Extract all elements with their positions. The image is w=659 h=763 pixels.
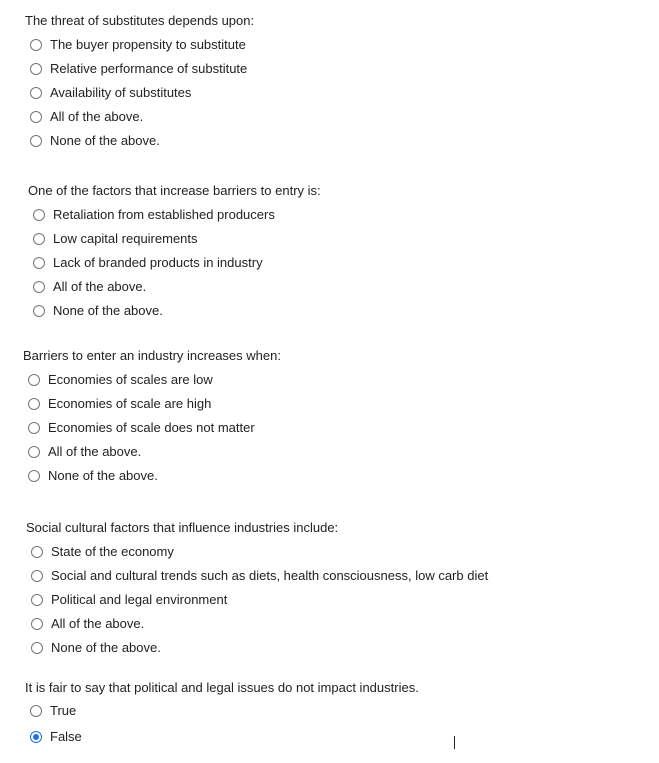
radio-button[interactable] <box>33 233 45 245</box>
option-label: All of the above. <box>48 444 142 459</box>
q2-option-1[interactable] <box>33 205 275 225</box>
radio-button[interactable] <box>28 398 40 410</box>
radio-button[interactable] <box>28 446 40 458</box>
radio-button[interactable] <box>28 374 40 386</box>
option-label: Low capital requirements <box>53 231 198 246</box>
radio-button[interactable] <box>33 257 45 269</box>
q3-option-2[interactable] <box>28 394 211 414</box>
radio-button[interactable] <box>33 281 45 293</box>
option-label: All of the above. <box>50 109 144 124</box>
q3-option-3[interactable] <box>28 418 255 438</box>
option-label: Lack of branded products in industry <box>53 255 263 270</box>
radio-button[interactable] <box>31 570 43 582</box>
q3-option-4[interactable] <box>28 442 141 462</box>
q1-option-5[interactable] <box>30 131 160 151</box>
option-label: The buyer propensity to substitute <box>50 37 246 52</box>
option-label: None of the above. <box>53 303 163 318</box>
text-cursor-caret <box>454 736 455 749</box>
q2-option-3[interactable] <box>33 253 263 273</box>
radio-button[interactable] <box>31 546 43 558</box>
option-label: Social and cultural trends such as diets, health consciousness, low carb diet <box>51 568 489 583</box>
radio-button-selected[interactable] <box>30 731 42 743</box>
option-label: None of the above. <box>50 133 160 148</box>
radio-button[interactable] <box>33 305 45 317</box>
q3-option-1[interactable] <box>28 370 213 390</box>
q5-option-2[interactable] <box>30 727 82 747</box>
question-5-text: It is fair to say that political and legal issues do not impact industries. <box>25 680 419 695</box>
option-label: Economies of scale are high <box>48 396 212 411</box>
option-label: All of the above. <box>51 616 145 631</box>
question-3-text: Barriers to enter an industry increases when: <box>23 348 281 363</box>
q2-option-4[interactable] <box>33 277 146 297</box>
radio-button[interactable] <box>30 39 42 51</box>
q2-option-5[interactable] <box>33 301 163 321</box>
question-1-text: The threat of substitutes depends upon: <box>25 13 255 28</box>
option-label: Relative performance of substitute <box>50 61 248 76</box>
radio-button[interactable] <box>28 470 40 482</box>
q4-option-4[interactable] <box>31 614 144 634</box>
q1-option-2[interactable] <box>30 59 247 79</box>
radio-button[interactable] <box>30 63 42 75</box>
radio-button[interactable] <box>30 705 42 717</box>
radio-button[interactable] <box>30 135 42 147</box>
radio-button[interactable] <box>31 594 43 606</box>
q4-option-3[interactable] <box>31 590 227 610</box>
q4-option-5[interactable] <box>31 638 161 658</box>
option-label: Economies of scales are low <box>48 372 213 387</box>
question-4-text: Social cultural factors that influence industries include: <box>26 520 339 535</box>
q1-option-4[interactable] <box>30 107 143 127</box>
option-label: Retaliation from established producers <box>53 207 275 222</box>
q5-option-1[interactable] <box>30 701 76 721</box>
q4-option-2[interactable] <box>31 566 488 586</box>
q1-option-1[interactable] <box>30 35 246 55</box>
option-label: State of the economy <box>51 544 174 559</box>
option-label: True <box>50 703 77 718</box>
option-label: None of the above. <box>51 640 161 655</box>
option-label: All of the above. <box>53 279 147 294</box>
radio-button[interactable] <box>30 87 42 99</box>
radio-button[interactable] <box>28 422 40 434</box>
radio-button[interactable] <box>31 618 43 630</box>
option-label: Economies of scale does not matter <box>48 420 255 435</box>
radio-button[interactable] <box>31 642 43 654</box>
option-label: Availability of substitutes <box>50 85 192 100</box>
q4-option-1[interactable] <box>31 542 174 562</box>
q3-option-5[interactable] <box>28 466 158 486</box>
question-2-text: One of the factors that increase barriers to entry is: <box>28 183 321 198</box>
option-label: Political and legal environment <box>51 592 228 607</box>
radio-button[interactable] <box>30 111 42 123</box>
radio-button[interactable] <box>33 209 45 221</box>
option-label: None of the above. <box>48 468 158 483</box>
q2-option-2[interactable] <box>33 229 198 249</box>
q1-option-3[interactable] <box>30 83 191 103</box>
option-label: False <box>50 729 82 744</box>
